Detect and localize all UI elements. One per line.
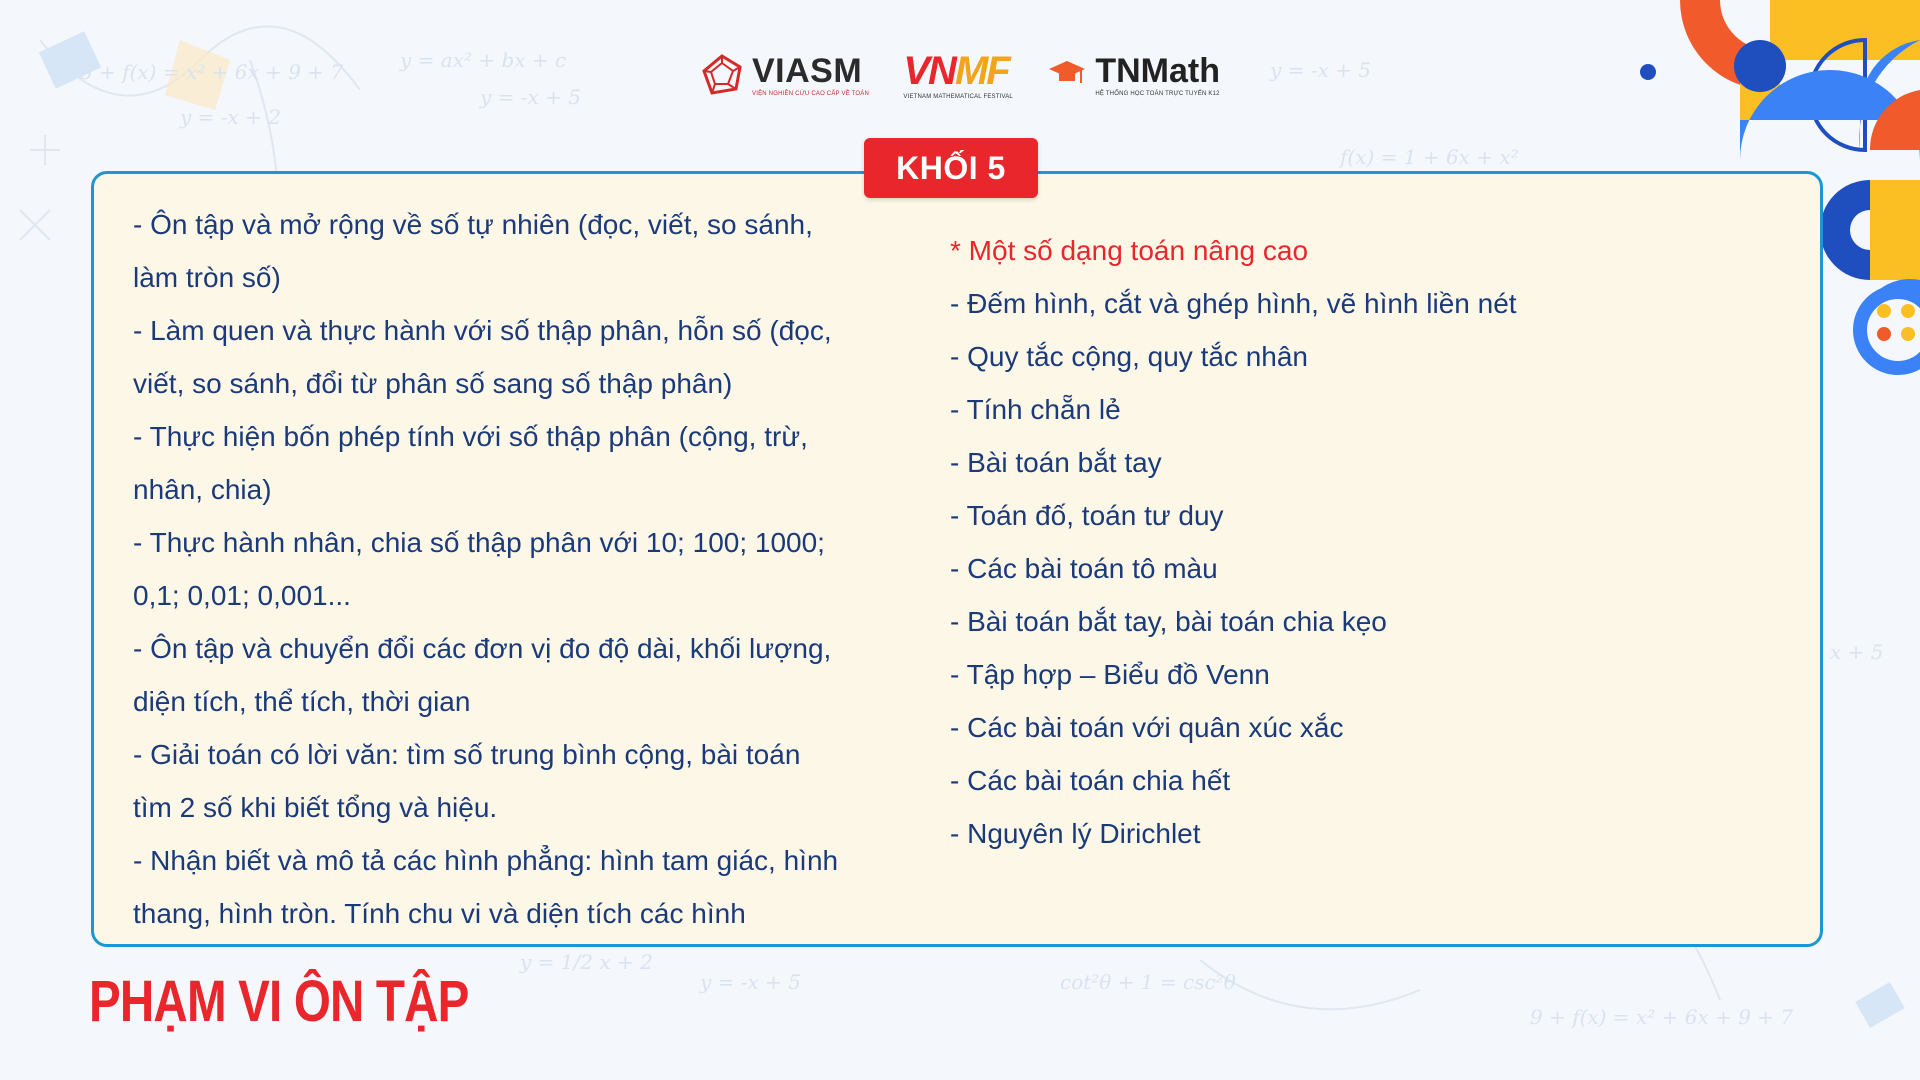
tnmath-logo-subtitle: HỆ THỐNG HỌC TOÁN TRỰC TUYẾN K12 xyxy=(1095,90,1220,97)
list-item: - Ôn tập và mở rộng về số tự nhiên (đọc, viết, so sánh, xyxy=(133,209,813,240)
background-formula: f(x) = 1 + 6x + x² xyxy=(1340,145,1519,169)
viasm-logo-subtitle: VIỆN NGHIÊN CỨU CAO CẤP VỀ TOÁN xyxy=(752,90,870,97)
list-item: - Giải toán có lời văn: tìm số trung bình cộng, bài toán xyxy=(133,739,801,770)
list-item: 0,1; 0,01; 0,001... xyxy=(133,580,351,611)
list-item: tìm 2 số khi biết tổng và hiệu. xyxy=(133,792,498,823)
list-item: - Làm quen và thực hành với số thập phân, hỗn số (đọc, xyxy=(133,315,832,346)
list-item: - Đếm hình, cắt và ghép hình, vẽ hình liền nét xyxy=(950,288,1517,319)
list-item: - Ôn tập và chuyển đổi các đơn vị đo độ dài, khối lượng, xyxy=(133,633,832,664)
viasm-logo xyxy=(700,53,869,97)
background-formula: y = ax² + bx + c xyxy=(400,48,567,72)
list-item: - Bài toán bắt tay xyxy=(950,447,1162,478)
background-formula: y = 1/2 x + 2 xyxy=(520,950,653,974)
background-formula: y = -x + 5 xyxy=(480,85,582,109)
review-topics-list xyxy=(133,198,913,940)
vnmf-logo-subtitle: VIETNAM MATHEMATICAL FESTIVAL xyxy=(903,93,1013,100)
graduation-cap-icon xyxy=(1047,55,1087,95)
background-formula: 9 + f(x) = x² + 6x + 9 + 7 xyxy=(1530,1005,1794,1029)
list-item: làm tròn số) xyxy=(133,262,281,293)
list-item: thang, hình tròn. Tính chu vi và diện tích các hình xyxy=(133,898,746,929)
list-item: - Các bài toán tô màu xyxy=(950,553,1218,584)
list-item: - Các bài toán với quân xúc xắc xyxy=(950,712,1344,743)
background-formula: x + 5 xyxy=(1830,640,1884,664)
list-item: - Bài toán bắt tay, bài toán chia kẹo xyxy=(950,606,1387,637)
list-item: diện tích, thể tích, thời gian xyxy=(133,686,471,717)
tnmath-logo xyxy=(1047,51,1220,97)
list-item: - Thực hành nhân, chia số thập phân với 10; 100; 1000; xyxy=(133,527,825,558)
list-item: - Thực hiện bốn phép tính với số thập phân (cộng, trừ, xyxy=(133,421,808,452)
background-formula: 5 + f(x) = x² + 6x + 9 + 7 xyxy=(80,60,344,84)
list-item: - Nguyên lý Dirichlet xyxy=(950,818,1201,849)
background-formula: cot²θ + 1 = csc²θ xyxy=(1060,970,1236,994)
vnmf-logo-text: VNMF xyxy=(903,48,1009,93)
background-formula: y = -x + 5 xyxy=(700,970,802,994)
list-item: nhân, chia) xyxy=(133,474,272,505)
list-item: - Các bài toán chia hết xyxy=(950,765,1231,796)
tnmath-logo-text: TNMath xyxy=(1095,51,1220,90)
vnmf-logo xyxy=(903,48,1013,100)
list-item: - Quy tắc cộng, quy tắc nhân xyxy=(950,341,1308,372)
list-item: viết, so sánh, đổi từ phân số sang số thập phân) xyxy=(133,368,733,399)
background-formula: y = -x + 5 xyxy=(1270,58,1372,82)
partner-logos xyxy=(700,40,1220,110)
advanced-topics-list xyxy=(950,224,1770,860)
list-item: - Tập hợp – Biểu đồ Venn xyxy=(950,659,1270,690)
page-title: PHẠM VI ÔN TẬP xyxy=(89,969,469,1034)
background-formula: y = -x + 2 xyxy=(180,105,282,129)
advanced-topics-heading: * Một số dạng toán nâng cao xyxy=(950,235,1309,266)
viasm-logo-text: VIASM xyxy=(752,51,863,90)
viasm-icon xyxy=(700,53,744,97)
list-item: - Toán đố, toán tư duy xyxy=(950,500,1224,531)
grade-badge: KHỐI 5 xyxy=(864,138,1038,198)
list-item: - Nhận biết và mô tả các hình phẳng: hình tam giác, hình xyxy=(133,845,839,876)
list-item: - Tính chẵn lẻ xyxy=(950,394,1121,425)
